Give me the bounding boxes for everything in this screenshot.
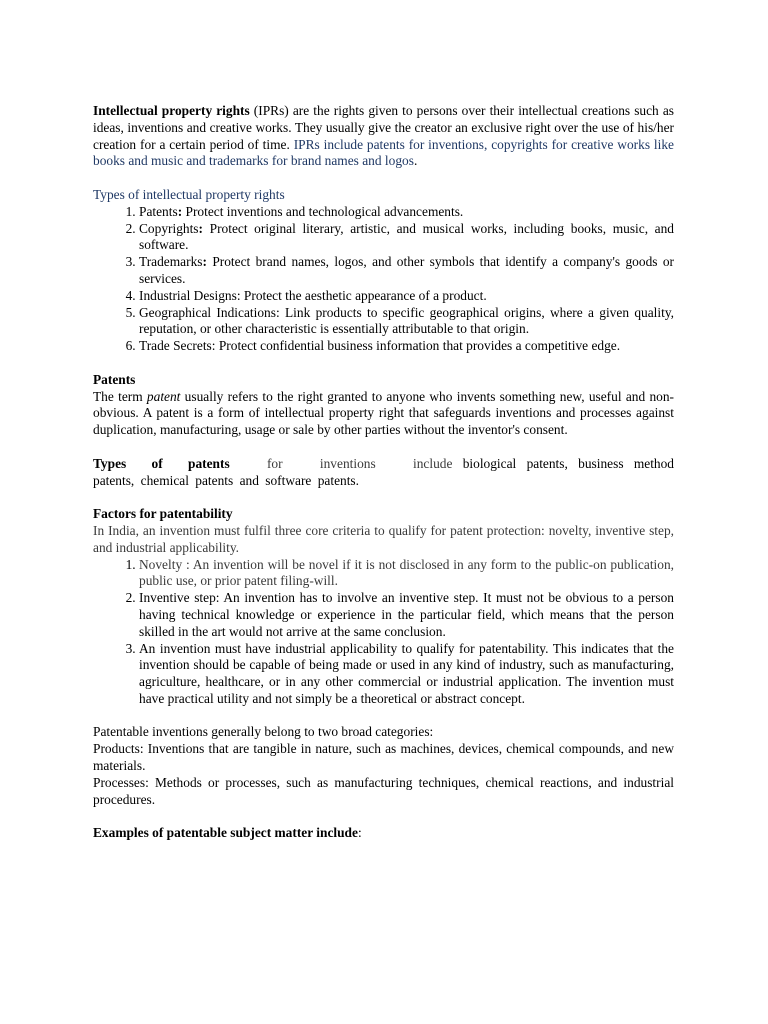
patents-paragraph <box>93 389 674 439</box>
patents-heading <box>93 372 674 389</box>
patents-text: The term <box>93 388 147 404</box>
list-item <box>139 338 674 355</box>
type-colon: : <box>275 304 280 320</box>
type-colon: : <box>211 338 216 354</box>
list-item: 2. Inventive step: An invention has to involve an inventive step. It must not be obvious to a person having technical knowledge or experience in the particular field, which means that the person skilled in the art would not arrive at the same conclusion. <box>139 590 674 640</box>
examples-heading-bold: Examples of patentable subject matter include <box>93 825 358 841</box>
categories-intro: Patentable inventions generally belong to two broad categories: <box>93 724 434 740</box>
categories-processes: Processes: Methods or processes, such as manufacturing techniques, chemical reactions, and industrial procedures. <box>93 774 674 807</box>
list-item <box>139 204 674 221</box>
type-label: Trade Secrets <box>139 338 212 354</box>
type-label: Trademarks <box>139 254 203 270</box>
examples-heading <box>93 825 674 842</box>
list-item: 3. An invention must have industrial applicability to qualify for patentability. This indicates that the invention should be capable of being made or used in any kind of industry, such as manufacturing, agriculture, healthcare, or in any other commercial or industrial application. The invention must have practical utility and not simply be a theoretical or abstract concept. <box>139 641 674 708</box>
factors-list <box>93 557 674 708</box>
type-label: Patents <box>139 203 178 219</box>
patents-text-rest: usually refers to the right granted to anyone who invents something new, useful and non-obvious. A patent is a form of intellectual property right that safeguards inventions and processes against duplication, manufacturing, usage or sale by other parties without the inventor's consent. <box>93 388 674 438</box>
types-heading: Types of intellectual property rights <box>93 186 285 202</box>
factors-heading-text: Factors for patentability <box>93 506 233 522</box>
patents-heading-text: Patents <box>93 371 136 387</box>
type-text: Link products to specific geographical origins, where a given quality, reputation, or other characteristic is essentially attributable to that origin. <box>139 304 674 337</box>
list-item <box>139 221 674 255</box>
type-text: Protect inventions and technological advancements. <box>182 203 464 219</box>
types-of-patents-text: biological patents, business method patents, chemical patents and software patents. <box>93 455 674 488</box>
list-item <box>139 254 674 288</box>
intro-text: (IPRs) are the rights given to persons over their intellectual creations such as ideas, inventions and creative works. They usually give the creator an exclusive right over the use of his/her creation for a certain period of time. <box>93 103 674 152</box>
type-label: Copyrights <box>139 220 199 236</box>
type-colon: : <box>236 287 241 303</box>
type-label: Geographical Indications <box>139 304 276 320</box>
type-text: Protect brand names, logos, and other symbols that identify a company's goods or services. <box>139 254 674 286</box>
type-label: Industrial Designs <box>139 287 237 303</box>
type-text: Protect confidential business information that provides a competitive edge. <box>215 338 621 354</box>
list-item <box>139 305 674 339</box>
intro-end: . <box>413 153 418 169</box>
intro-paragraph <box>93 103 674 170</box>
types-list <box>93 204 674 355</box>
examples-colon: : <box>357 825 362 841</box>
intro-bold-term: Intellectual property rights <box>93 103 250 118</box>
factors-heading <box>93 506 674 523</box>
type-colon: : <box>177 203 183 219</box>
document-page <box>93 103 674 842</box>
types-of-patents-paragraph <box>93 456 674 490</box>
list-item: 1. Novelty : An invention will be novel if it is not disclosed in any form to the public-on publication, public use, or prior patent filing-will. <box>139 557 674 591</box>
types-of-patents-bold: Types of patents <box>93 455 230 471</box>
list-item <box>139 288 674 305</box>
patent-italic-term: patent <box>146 388 181 404</box>
type-text: Protect original literary, artistic, and musical works, including books, music, and software. <box>139 220 674 253</box>
categories-products: Products: Inventions that are tangible in nature, such as machines, devices, chemical compounds, and new materials. <box>93 741 674 774</box>
type-text: Protect the aesthetic appearance of a product. <box>240 287 487 303</box>
type-colon: : <box>202 254 207 270</box>
intro-blue-text: IPRs include patents for inventions, copyrights for creative works like books and music and trademarks for brand names and logos <box>93 136 674 169</box>
type-colon: : <box>198 220 203 236</box>
factors-intro: In India, an invention must fulfil three core criteria to qualify for patent protection: novelty, inventive step, and industrial applicability. <box>93 522 674 555</box>
types-of-patents-grey: for inventions include <box>229 455 453 471</box>
